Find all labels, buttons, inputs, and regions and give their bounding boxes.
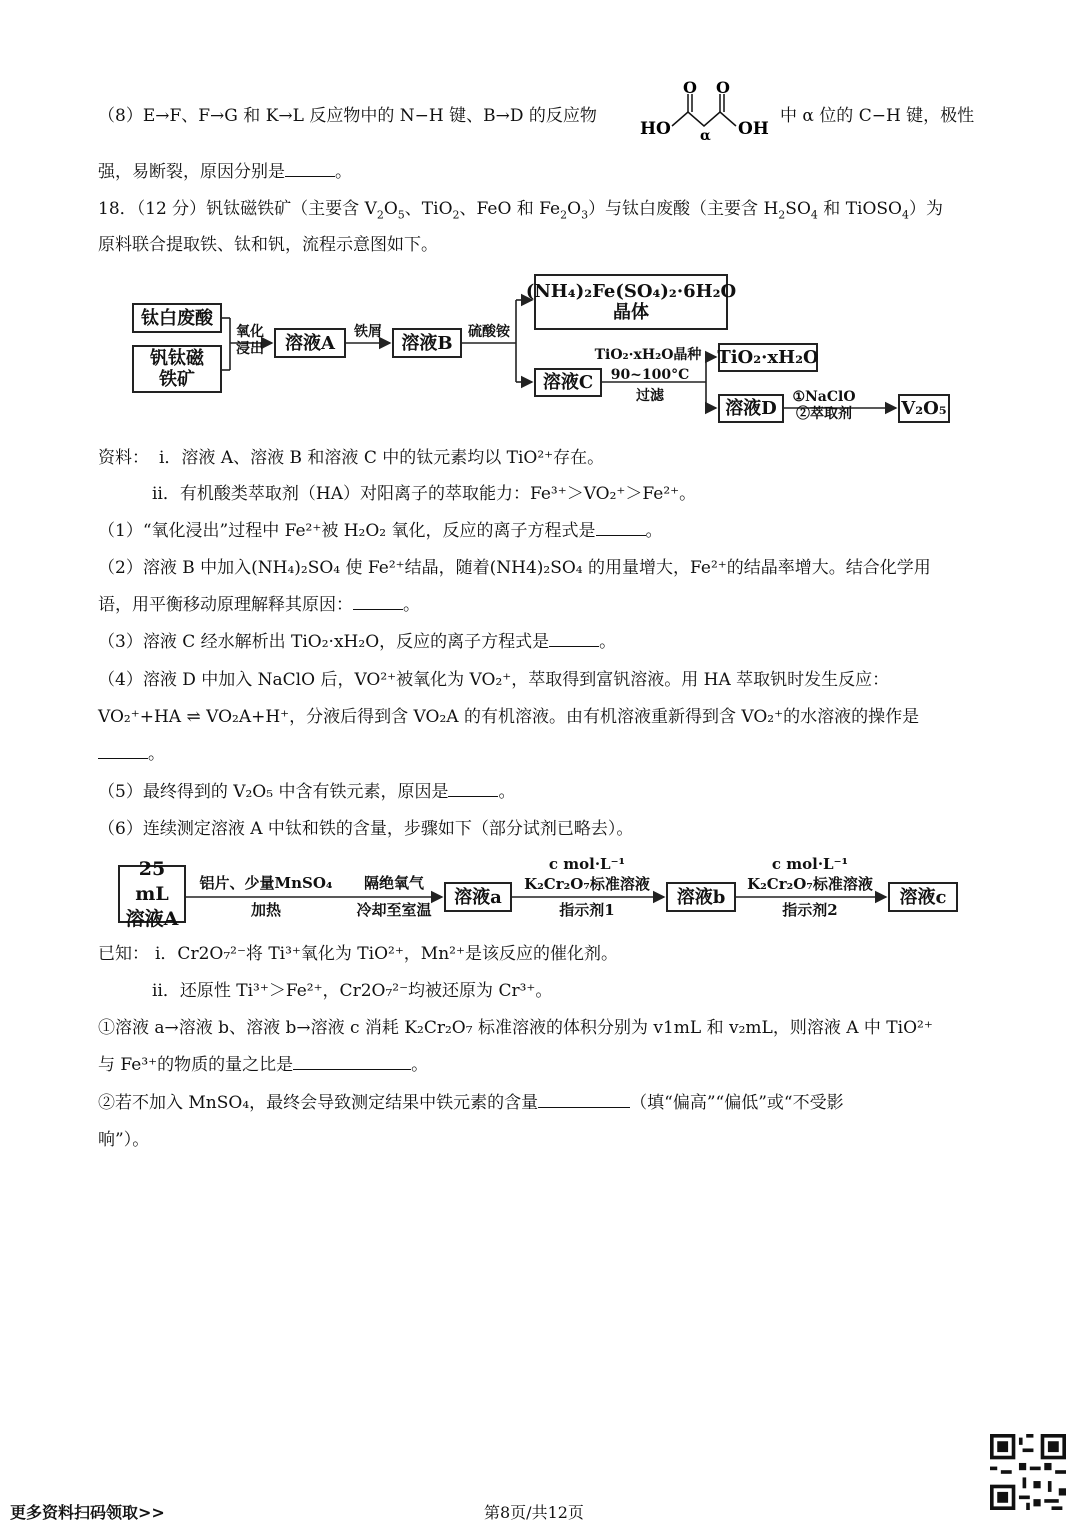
label-concentration-2: c mol·L⁻¹	[771, 855, 849, 873]
info-1: 资料： ⅰ．溶液 A、溶液 B 和溶液 C 中的钛元素均以 TiO²⁺存在。	[98, 448, 605, 468]
subquestion-2-line1: ②若不加入 MnSO₄，最终会导致测定结果中铁元素的含量 （填“偏高”“偏低”或“不受影	[98, 1093, 844, 1113]
q8-line2: 强，易断裂，原因分别是 。	[98, 162, 352, 182]
label-filtration: 过滤	[636, 388, 664, 404]
info-2: ⅱ．有机酸类萃取剂（HA）对阳离子的萃取能力：Fe³⁺＞VO₂⁺＞Fe²⁺。	[152, 484, 697, 504]
answer-blank[interactable]	[353, 593, 403, 610]
box-titanium-waste-acid: 钛白废酸	[132, 303, 222, 333]
question-3: （3）溶液 C 经水解析出 TiO₂·xH₂O，反应的离子方程式是 。	[98, 632, 617, 652]
answer-blank[interactable]	[549, 630, 599, 647]
subquestion-2-line2: 响”）。	[98, 1130, 150, 1150]
box-25ml-solution-a: 25 mL 溶液A	[118, 865, 186, 923]
box-solution-c: 溶液C	[534, 368, 602, 397]
box-solution-b-lower: 溶液b	[666, 882, 736, 912]
label-dichromate-2: K₂Cr₂O₇标准溶液	[747, 875, 873, 893]
svg-text:O: O	[683, 80, 697, 97]
question-1: （1）“氧化浸出”过程中 Fe²⁺被 H₂O₂ 氧化，反应的离子方程式是 。	[98, 521, 663, 541]
known-1: 已知： ⅰ．Cr2O₇²⁻将 Ti³⁺氧化为 TiO²⁺，Mn²⁺是该反应的催化剂。	[98, 944, 618, 964]
answer-blank[interactable]	[293, 1053, 411, 1070]
label-dichromate-1: K₂Cr₂O₇标准溶液	[524, 875, 650, 893]
q18-heading-2: 原料联合提取铁、钛和钒，流程示意图如下。	[98, 235, 438, 255]
label-ammonium-sulfate: 硫酸铵	[468, 324, 510, 340]
label-indicator-1: 指示剂1	[559, 901, 615, 919]
answer-blank[interactable]	[596, 519, 646, 536]
box-solution-b: 溶液B	[392, 328, 462, 358]
box-solution-d: 溶液D	[718, 394, 784, 423]
box-vanadium-titanomagnetite: 钒钛磁 铁矿	[132, 345, 222, 393]
question-4-line2: VO₂⁺+HA ⇌ VO₂A+H⁺，分液后得到含 VO₂A 的有机溶液。由有机溶液重新得到含 VO₂⁺的水溶液的操作是	[98, 707, 920, 727]
label-oxidation-leaching: 氧化 浸出	[236, 324, 264, 357]
box-vanadium-pentoxide: V₂O₅	[898, 394, 950, 423]
box-solution-a-lower: 溶液a	[444, 882, 512, 912]
qr-code-icon[interactable]	[990, 1434, 1066, 1510]
box-solution-c-lower: 溶液c	[888, 882, 958, 912]
question-4-line3: 。	[98, 742, 165, 766]
box-solution-a: 溶液A	[274, 328, 346, 358]
answer-blank[interactable]	[448, 780, 498, 797]
answer-blank[interactable]	[538, 1091, 630, 1108]
label-temperature: 90~100°C	[610, 367, 690, 383]
q18-heading-1: 18．（12 分）钒钛磁铁矿（主要含 $V_2O_5$、TiO$_2$、FeO 和 $Fe_2O_3$）与钛白废酸（主要含 $H_2SO_4$ 和 TiOSO$_4$）为	[98, 199, 943, 222]
label-concentration-1: c mol·L⁻¹	[548, 855, 626, 873]
q8-line1-tail: 中 α 位的 C−H 键，极性	[780, 106, 975, 126]
answer-blank[interactable]	[98, 742, 148, 759]
label-naclo-extractant: ①NaClO ②萃取剂	[792, 389, 856, 422]
question-6: （6）连续测定溶液 A 中钛和铁的含量，步骤如下（部分试剂已略去）。	[98, 819, 634, 839]
label-indicator-2: 指示剂2	[782, 901, 838, 919]
known-2: ⅱ．还原性 Ti³⁺＞Fe²⁺，Cr2O₇²⁻均被还原为 Cr³⁺。	[152, 981, 553, 1001]
question-5: （5）最终得到的 V₂O₅ 中含有铁元素，原因是 。	[98, 782, 516, 802]
question-2-line2: 语，用平衡移动原理解释其原因： 。	[98, 595, 420, 615]
svg-text:α: α	[700, 128, 711, 142]
svg-text:O: O	[716, 80, 730, 97]
box-titanium-dioxide-hydrate: TiO₂·xH₂O	[718, 343, 818, 372]
page-number: 第8页/共12页	[484, 1503, 584, 1522]
q8-line1: （8）E→F、F→G 和 K→L 反应物中的 N−H 键、B→D 的反应物	[98, 106, 597, 126]
question-4-line1: （4）溶液 D 中加入 NaClO 后，VO²⁺被氧化为 VO₂⁺，萃取得到富钒溶液。用 HA 萃取钒时发生反应：	[98, 670, 890, 690]
svg-text:HO: HO	[640, 119, 671, 139]
label-iron-filings: 铁屑	[354, 324, 382, 340]
question-2-line1: （2）溶液 B 中加入(NH₄)₂SO₄ 使 Fe²⁺结晶，随着(NH4)₂SO₄ 的用量增大，Fe²⁺的结晶率增大。结合化学用	[98, 558, 931, 578]
subquestion-1-line2: 与 Fe³⁺的物质的量之比是 。	[98, 1055, 429, 1075]
label-seed-crystal: TiO₂·xH₂O晶种	[594, 347, 702, 363]
svg-text:OH: OH	[738, 119, 769, 139]
subquestion-1-line1: ①溶液 a→溶液 b、溶液 b→溶液 c 消耗 K₂Cr₂O₇ 标准溶液的体积分别为 v1mL 和 v₂mL，则溶液 A 中 TiO²⁺	[98, 1018, 933, 1038]
label-aluminum-mnso4: 铝片、少量MnSO₄	[199, 874, 333, 892]
footer-scan-link[interactable]: 更多资料扫码领取>>	[10, 1503, 165, 1522]
label-isolate-oxygen: 隔绝氧气	[363, 874, 424, 892]
box-mohr-salt-crystal: (NH₄)₂Fe(SO₄)₂·6H₂O 晶体	[534, 274, 728, 330]
label-cool-room-temp: 冷却至室温	[356, 901, 432, 919]
label-heating: 加热	[250, 901, 281, 919]
